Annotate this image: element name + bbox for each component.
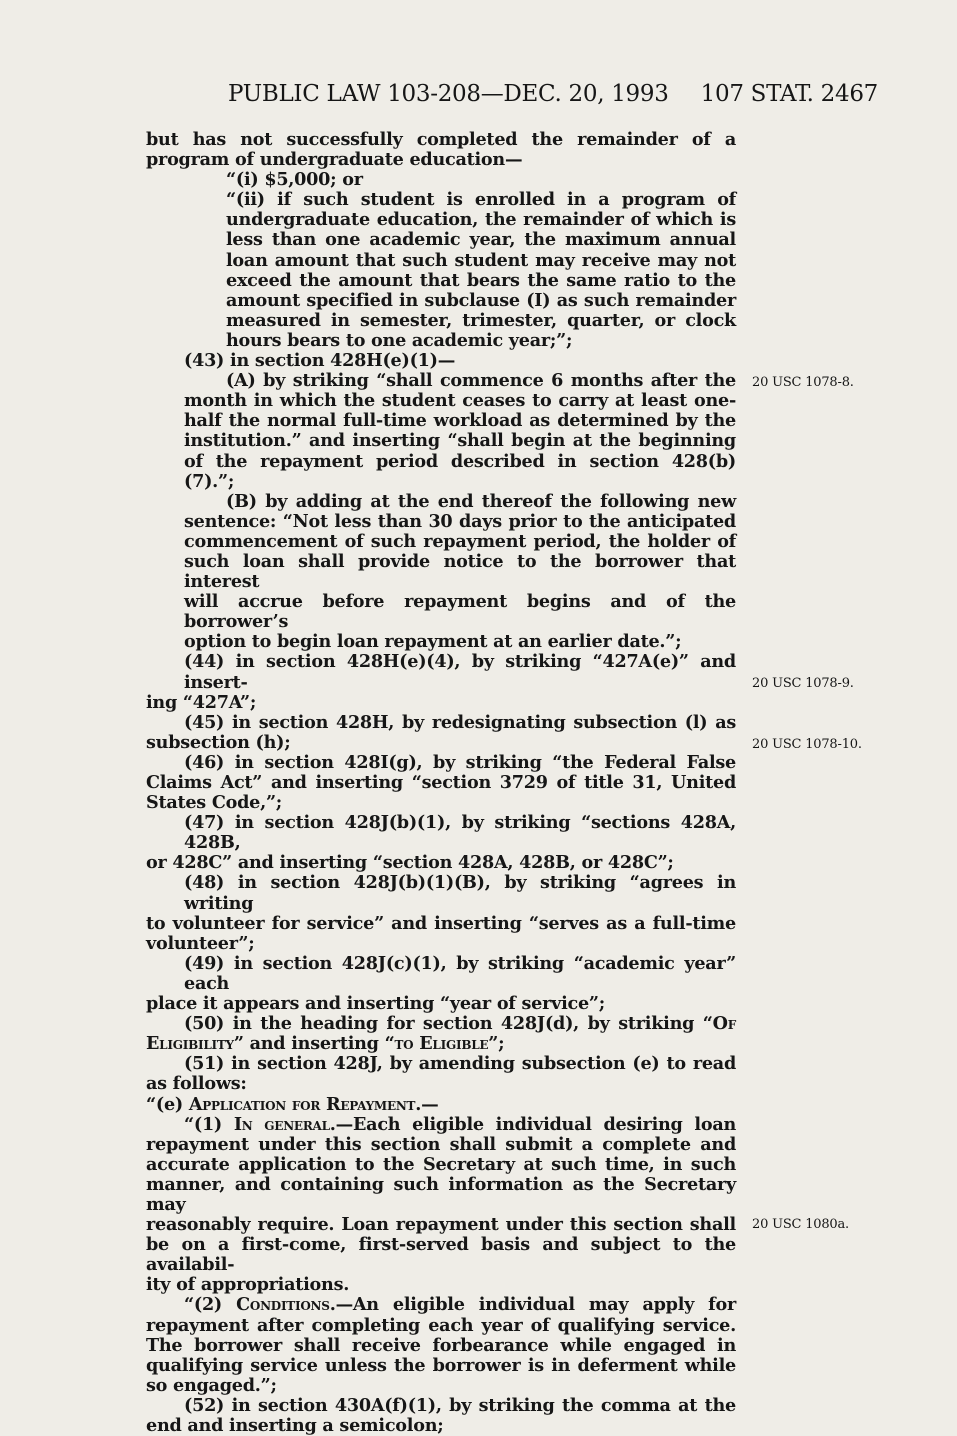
text-run-small-caps: Of (712, 1013, 736, 1035)
text-line: “(ii) if such student is enrolled in a program of (226, 189, 736, 211)
text-line: place it appears and inserting “year of service”; (146, 993, 606, 1015)
text-run: “(1) (184, 1113, 234, 1135)
page-number: 107 STAT. 2467 (700, 81, 878, 107)
text-line: “(i) $5,000; or (226, 169, 363, 191)
text-line: Claims Act” and inserting “section 3729 of title 31, United (146, 772, 736, 793)
text-line: reasonably require. Loan repayment under this section shall (146, 1214, 736, 1236)
text-line: will accrue before repayment begins and of the borrower’s (184, 591, 736, 633)
text-line (146, 1115, 736, 1135)
text-line: such loan shall provide notice to the borrower that interest (184, 550, 736, 593)
text-run-small-caps: to Eligible (394, 1033, 489, 1055)
text-run: .— (415, 1093, 439, 1115)
text-run-small-caps: Conditions (236, 1294, 330, 1316)
text-line: volunteer”; (146, 932, 255, 954)
text-line: repayment under this section shall submit a complete and (146, 1133, 736, 1155)
text-line: ing “427A”; (146, 691, 257, 713)
text-line: ity of appropriations. (146, 1274, 350, 1296)
text-run-small-caps: Application for Repayment (188, 1093, 416, 1115)
text-line: measured in semester, trimester, quarter, or clock (226, 309, 736, 331)
text-line (146, 1034, 736, 1054)
text-line: manner, and containing such information as the Secretary may (146, 1173, 736, 1215)
text-line: (44) in section 428H(e)(4), by striking “427A(e)” and insert- (184, 651, 736, 693)
text-line (146, 1095, 736, 1115)
text-run: (50) in the heading for section 428J(d), by striking “ (184, 1013, 713, 1035)
text-line: (43) in section 428H(e)(1)— (184, 350, 456, 372)
text-line: month in which the student ceases to carry at least one- (184, 390, 736, 412)
text-line: qualifying service unless the borrower is in deferment while (146, 1354, 736, 1376)
margin-note: 20 USC 1078-8. (752, 375, 854, 390)
margin-note: 20 USC 1080a. (752, 1217, 849, 1232)
text-line: to volunteer for service” and inserting “serves as a full-time (146, 912, 736, 934)
text-line: end and inserting a semicolon; (146, 1415, 444, 1436)
text-line: (49) in section 428J(c)(1), by striking “academic year” each (184, 952, 736, 994)
text-line: less than one academic year, the maximum annual (226, 229, 736, 251)
text-line: of the repayment period described in section 428(b)(7).”; (184, 450, 736, 492)
text-line: sentence: “Not less than 30 days prior to the anticipated (184, 510, 736, 532)
statute-body (146, 130, 736, 1436)
text-run: ”; (488, 1033, 505, 1055)
text-line: hours bears to one academic year;”; (226, 329, 573, 351)
text-line (146, 1295, 736, 1315)
text-line: undergraduate education, the remainder of which is (226, 209, 736, 231)
text-line: half the normal full-time workload as determined by the (184, 410, 736, 432)
text-line: commencement of such repayment period, the holder of (184, 530, 736, 552)
text-line (146, 1014, 736, 1034)
margin-note: 20 USC 1078-9. (752, 676, 854, 691)
text-line: be on a first-come, first-served basis and subject to the availabil- (146, 1234, 736, 1276)
text-run: “(2) (184, 1294, 237, 1316)
text-line: States Code,”; (146, 792, 283, 814)
text-line: but has not successfully completed the remainder of a (146, 129, 736, 150)
text-line: institution.” and inserting “shall begin at the beginning (184, 430, 736, 452)
text-run-small-caps: Eligibility (146, 1033, 234, 1055)
text-line: (45) in section 428H, by redesignating subsection (l) as (184, 711, 736, 733)
text-run: .—An eligible individual may apply for (329, 1294, 737, 1316)
text-line: program of undergraduate education— (146, 149, 523, 171)
text-line: or 428C” and inserting “section 428A, 428B, or 428C”; (146, 852, 674, 874)
page-header (228, 80, 878, 108)
text-run: .—Each eligible individual desiring loan (329, 1113, 737, 1135)
text-line: option to begin loan repayment at an earlier date.”; (184, 631, 682, 653)
text-line: exceed the amount that bears the same ratio to the (226, 269, 736, 291)
margin-note: 20 USC 1078-10. (752, 737, 862, 752)
text-line: so engaged.”; (146, 1374, 277, 1396)
running-head-title: PUBLIC LAW 103-208—DEC. 20, 1993 (228, 81, 669, 107)
text-run: “(e) (146, 1093, 189, 1115)
text-line: (47) in section 428J(b)(1), by striking “sections 428A, 428B, (184, 812, 736, 854)
text-line: subsection (h); (146, 731, 291, 753)
text-line: The borrower shall receive forbearance while engaged in (146, 1334, 736, 1356)
text-line: (51) in section 428J, by amending subsection (e) to read (184, 1053, 736, 1075)
text-line: (52) in section 430A(f)(1), by striking the comma at the (184, 1394, 736, 1416)
text-line: accurate application to the Secretary at such time, in such (146, 1153, 736, 1175)
text-line: (48) in section 428J(b)(1)(B), by striking “agrees in writing (184, 872, 736, 914)
text-line: loan amount that such student may receive may not (226, 249, 736, 271)
text-line: as follows: (146, 1073, 247, 1095)
text-run: ” and inserting “ (233, 1033, 395, 1055)
text-line: (B) by adding at the end thereof the following new (226, 490, 736, 512)
text-run-small-caps: In general (233, 1113, 330, 1135)
text-line: (A) by striking “shall commence 6 months after the (226, 370, 736, 392)
text-line: repayment after completing each year of qualifying service. (146, 1314, 736, 1336)
text-line: (46) in section 428I(g), by striking “the Federal False (184, 751, 736, 773)
text-line: amount specified in subclause (I) as such remainder (226, 289, 736, 311)
